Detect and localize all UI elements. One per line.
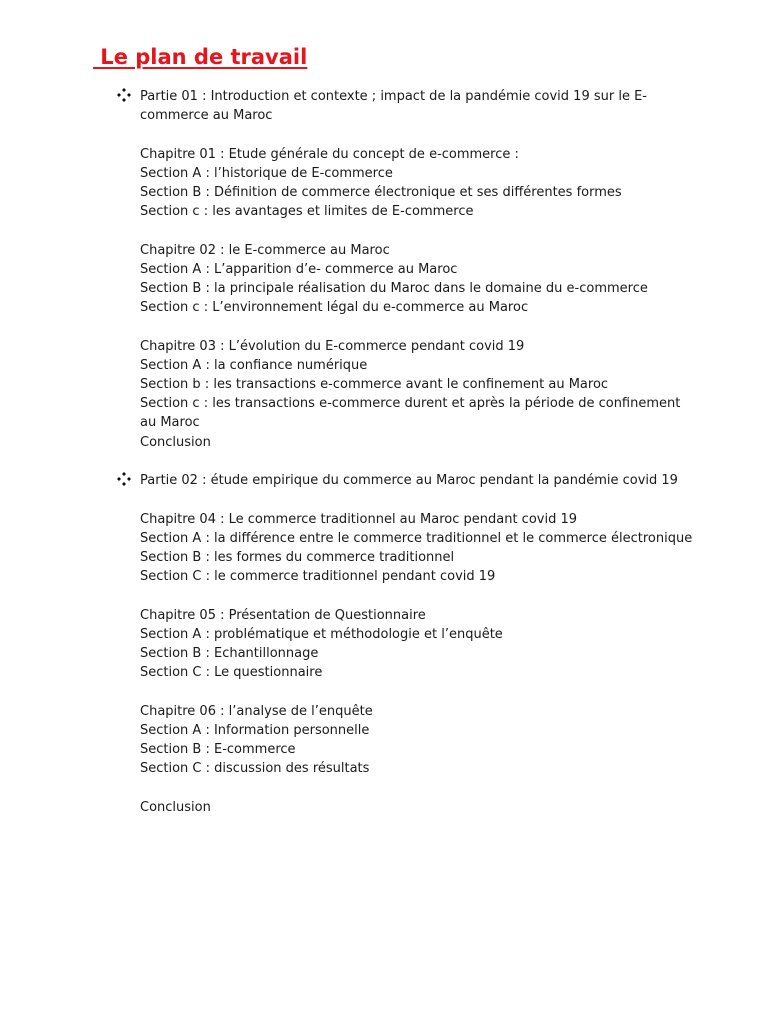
section-line: Section B : la principale réalisation du Maroc dans le domaine du e-commerce	[140, 281, 648, 296]
section-line: Section A : Information personnelle	[140, 723, 370, 738]
section-line: Section A : la confiance numérique	[140, 358, 368, 373]
section-line: Section A : problématique et méthodologie et l’enquête	[140, 627, 503, 642]
section-line-continued: au Maroc	[140, 415, 200, 430]
section-line: Section B : les formes du commerce traditionnel	[140, 550, 455, 565]
section-line: Section A : L’apparition d’e- commerce au Maroc	[140, 262, 458, 277]
section-line: Section c : les avantages et limites de E-commerce	[140, 204, 474, 219]
section-line: Section C : le commerce traditionnel pendant covid 19	[140, 569, 496, 584]
section-line: Section B : Définition de commerce électronique et ses différentes formes	[140, 185, 622, 200]
section-line: Section A : la différence entre le commerce traditionnel et le commerce électronique	[140, 531, 693, 546]
chapter-title: Chapitre 04 : Le commerce traditionnel au Maroc pendant covid 19	[140, 512, 578, 527]
part-heading-text: Partie 01 : Introduction et contexte ; impact de la pandémie covid 19 sur le E-commerce au Maroc	[140, 89, 647, 124]
four-diamond-bullet-icon	[117, 88, 131, 102]
section-line: Section B : Echantillonnage	[140, 646, 319, 661]
part-heading-text: Partie 02 : étude empirique du commerce au Maroc pendant la pandémie covid 19	[140, 473, 678, 488]
chapter-title: Chapitre 03 : L’évolution du E-commerce pendant covid 19	[140, 339, 525, 354]
section-line: Section A : l’historique de E-commerce	[140, 166, 393, 181]
conclusion-line: Conclusion	[140, 800, 211, 815]
section-line: Section c : les transactions e-commerce durent et après la période de confinement	[140, 396, 681, 411]
chapter-title: Chapitre 01 : Etude générale du concept de e-commerce :	[140, 147, 519, 162]
section-line: Section C : Le questionnaire	[140, 665, 323, 680]
section-line: Section c : L’environnement légal du e-commerce au Maroc	[140, 300, 529, 315]
section-line: Section B : E-commerce	[140, 742, 296, 757]
page-title: Le plan de travail	[93, 45, 308, 69]
section-line: Section b : les transactions e-commerce avant le confinement au Maroc	[140, 377, 609, 392]
chapter-title: Chapitre 02 : le E-commerce au Maroc	[140, 243, 390, 258]
section-line: Section C : discussion des résultats	[140, 761, 370, 776]
chapter-title: Chapitre 05 : Présentation de Questionnaire	[140, 608, 426, 623]
four-diamond-bullet-icon	[117, 472, 131, 486]
chapter-title: Chapitre 06 : l’analyse de l’enquête	[140, 704, 373, 719]
conclusion-line: Conclusion	[140, 435, 211, 450]
